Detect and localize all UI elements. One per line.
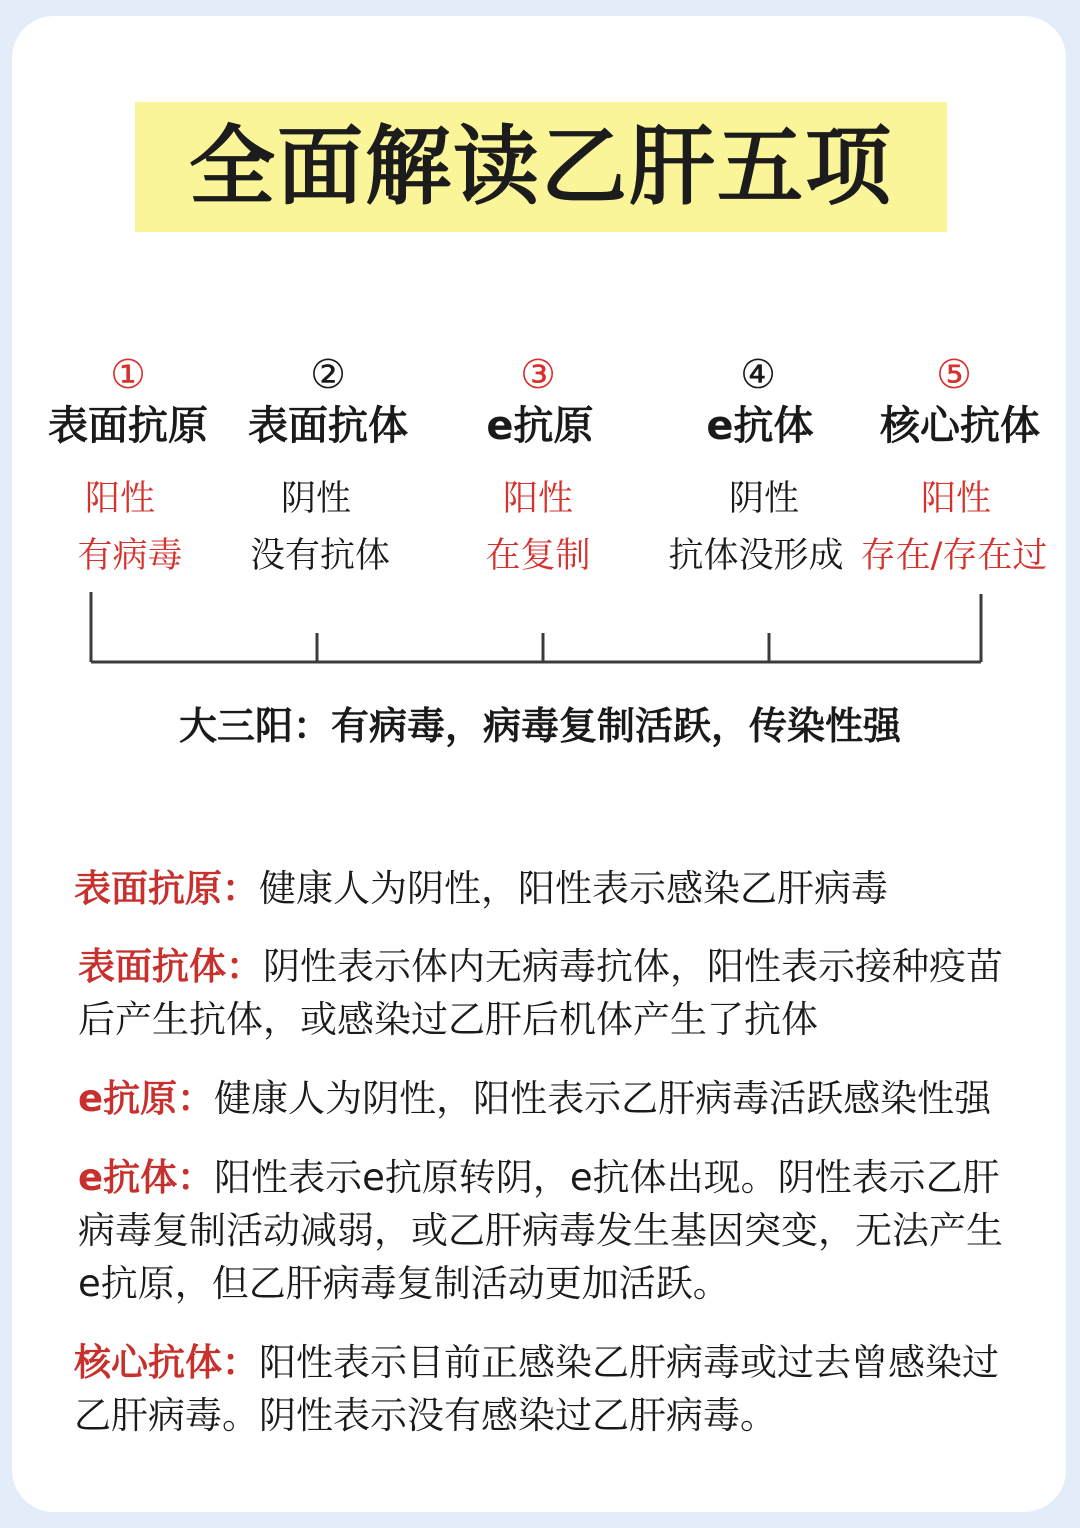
explanation-term: 核心抗体： bbox=[74, 1341, 259, 1384]
page-title: 全面解读乙肝五项 bbox=[189, 117, 893, 217]
marker-number: ① bbox=[110, 352, 146, 398]
explanation-paragraph bbox=[78, 1151, 1018, 1310]
marker-name: e抗原 bbox=[486, 403, 594, 449]
marker-name: 表面抗原 bbox=[48, 403, 208, 449]
explanation-text: 健康人为阴性，阳性表示乙肝病毒活跃感染性强 bbox=[214, 1077, 992, 1120]
marker-meaning: 在复制 bbox=[485, 536, 591, 576]
explanation-paragraph bbox=[78, 940, 1018, 1046]
explanation-paragraph bbox=[74, 862, 1014, 915]
marker-status: 阳性 bbox=[920, 479, 991, 519]
explanation-term: e抗原： bbox=[78, 1077, 215, 1120]
summary-text: 大三阳：有病毒，病毒复制活跃，传染性强 bbox=[178, 704, 901, 748]
marker-name: 表面抗体 bbox=[248, 403, 408, 449]
explanation-text: 阴性表示体内无病毒抗体，阳性表示接种疫苗后产生抗体，或感染过乙肝后机体产生了抗体 bbox=[78, 945, 1003, 1041]
marker-name: e抗体 bbox=[706, 403, 814, 449]
explanation-paragraph bbox=[78, 1072, 1018, 1125]
marker-meaning: 有病毒 bbox=[77, 536, 183, 576]
marker-number: ② bbox=[310, 352, 346, 398]
explanation-term: e抗体： bbox=[78, 1156, 215, 1199]
explanation-paragraph bbox=[74, 1336, 1014, 1442]
marker-status: 阴性 bbox=[280, 479, 351, 519]
explanation-term: 表面抗原： bbox=[74, 867, 259, 910]
marker-status: 阴性 bbox=[728, 479, 799, 519]
marker-name: 核心抗体 bbox=[880, 403, 1040, 449]
explanation-text: 阳性表示e抗原转阴，e抗体出现。阴性表示乙肝病毒复制活动减弱，或乙肝病毒发生基因突变，无法产生e抗原，但乙肝病毒复制活动更加活跃。 bbox=[78, 1156, 1003, 1305]
explanation-text: 阳性表示目前正感染乙肝病毒或过去曾感染过乙肝病毒。阴性表示没有感染过乙肝病毒。 bbox=[74, 1341, 999, 1437]
marker-number: ④ bbox=[740, 352, 776, 398]
marker-number: ③ bbox=[520, 352, 556, 398]
marker-meaning: 存在/存在过 bbox=[860, 536, 1048, 576]
marker-status: 阳性 bbox=[502, 479, 573, 519]
marker-number: ⑤ bbox=[936, 352, 972, 398]
explanation-term: 表面抗体： bbox=[78, 945, 263, 988]
marker-status: 阳性 bbox=[84, 479, 155, 519]
explanation-text: 健康人为阴性，阳性表示感染乙肝病毒 bbox=[259, 867, 888, 910]
marker-meaning: 没有抗体 bbox=[249, 536, 390, 576]
marker-meaning: 抗体没形成 bbox=[668, 536, 844, 576]
